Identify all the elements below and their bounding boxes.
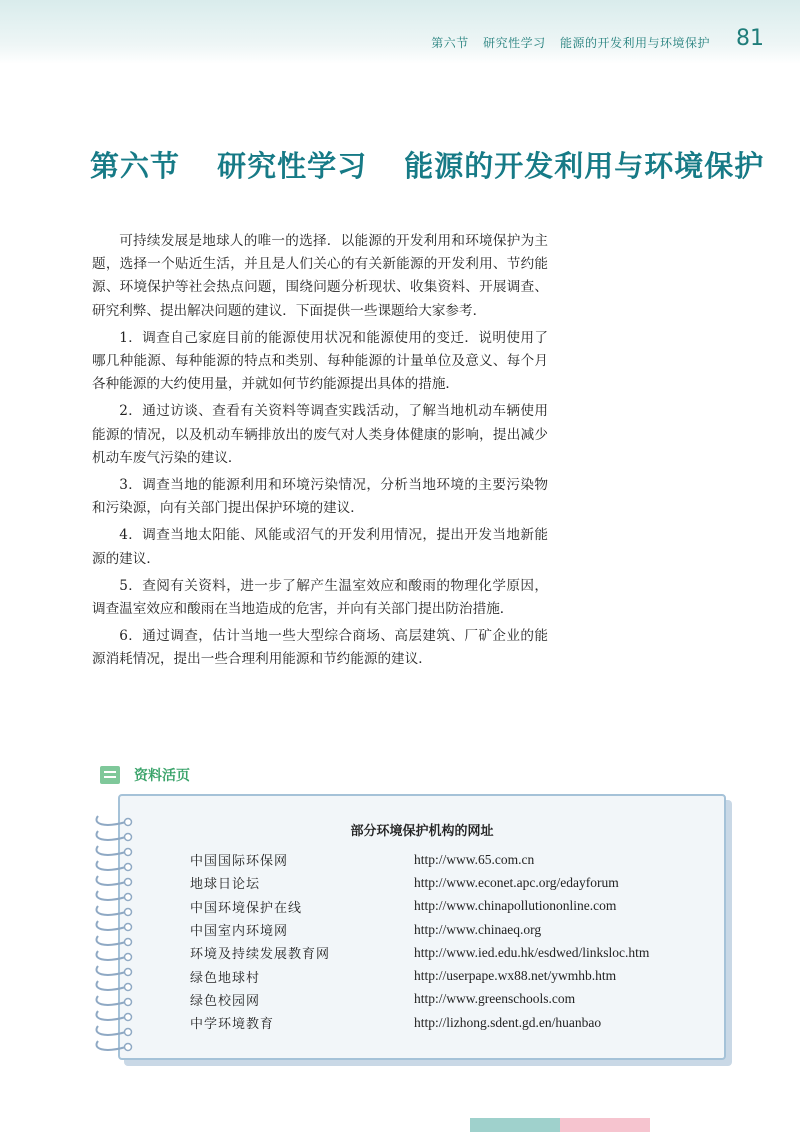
title-section: 第六节 <box>90 149 181 183</box>
list-item <box>190 1011 710 1034</box>
org-name: 中国国际环保网 <box>190 854 289 870</box>
paragraph: 2．通过访谈、查看有关资料等调查实践活动，了解当地机动车辆使用能源的情况，以及机动车辆排放出的废气对人类身体健康的影响，提出减少机动车废气污染的建议． <box>92 403 548 466</box>
org-url: http://www.greenschools.com <box>414 991 576 1007</box>
org-name: 绿色校园网 <box>190 993 261 1009</box>
org-name: 绿色地球村 <box>190 970 261 986</box>
list-item <box>190 941 710 964</box>
org-name: 环境及持续发展教育网 <box>190 947 331 963</box>
list-item <box>190 918 710 941</box>
resource-label: 资料活页 <box>134 768 190 784</box>
notebook-icon <box>100 766 120 784</box>
link-list <box>190 848 710 1034</box>
org-url: http://www.chinaeq.org <box>414 921 542 937</box>
header-section: 第六节 <box>431 36 469 50</box>
section-title <box>90 144 765 185</box>
card-title: 部分环境保护机构的网址 <box>350 824 494 839</box>
paragraph: 3．调查当地的能源利用和环境污染情况，分析当地环境的主要污染物和污染源，向有关部门提出保护环境的建议． <box>92 477 548 517</box>
body-text <box>92 230 548 676</box>
org-url: http://www.65.com.cn <box>414 851 535 867</box>
org-name: 地球日论坛 <box>190 877 261 893</box>
list-item <box>190 871 710 894</box>
header-band <box>0 0 800 64</box>
spiral-binding-icon <box>92 806 142 1056</box>
title-topic: 研究性学习 <box>217 149 368 183</box>
paragraph: 1．调查自己家庭目前的能源使用状况和能源使用的变迁．说明使用了哪几种能源、每种能源的特点和类别、每种能源的计量单位及意义、每个月各种能源的大约使用量，并就如何节约能源提出具体的措施． <box>92 329 548 393</box>
org-name: 中国室内环境网 <box>190 924 289 940</box>
list-item <box>190 988 710 1011</box>
page-number: 81 <box>736 26 764 51</box>
org-url: http://userpape.wx88.net/ywmhb.htm <box>414 968 617 984</box>
list-item <box>190 964 710 987</box>
org-url: http://www.ied.edu.hk/esdwed/linksloc.htm <box>414 944 650 960</box>
header-title: 能源的开发利用与环境保护 <box>559 36 710 50</box>
header-topic: 研究性学习 <box>483 36 546 50</box>
running-header <box>421 34 710 51</box>
org-name: 中学环境教育 <box>190 1017 275 1033</box>
footer-strip-teal <box>470 1118 560 1132</box>
footer-color-strip <box>0 1114 800 1132</box>
title-name: 能源的开发利用与环境保护 <box>404 149 765 183</box>
resource-heading <box>100 764 190 786</box>
org-name: 中国环境保护在线 <box>190 900 303 916</box>
footer-strip-pink <box>560 1118 650 1132</box>
list-item <box>190 848 710 871</box>
org-url: http://www.econet.apc.org/edayforum <box>414 874 619 890</box>
resource-card <box>118 794 726 1060</box>
paragraph: 4．调查当地太阳能、风能或沼气的开发利用情况，提出开发当地新能源的建议． <box>92 527 548 567</box>
paragraph: 6．通过调查，估计当地一些大型综合商场、高层建筑、厂矿企业的能源消耗情况，提出一些合理利用能源和节约能源的建议． <box>92 628 548 668</box>
org-url: http://lizhong.sdent.gd.en/huanbao <box>414 1014 602 1030</box>
list-item <box>190 895 710 918</box>
paragraph: 可持续发展是地球人的唯一的选择．以能源的开发利用和环境保护为主题，选择一个贴近生活，并且是人们关心的有关新能源的开发利用、节约能源、环境保护等社会热点问题，围绕问题分析现状、收集资料、开展调查、研究利弊、提出解决问题的建议．下面提供一些课题给大家参考． <box>92 233 548 319</box>
org-url: http://www.chinapollutiononline.com <box>414 898 617 914</box>
paragraph: 5．查阅有关资料，进一步了解产生温室效应和酸雨的物理化学原因，调查温室效应和酸雨在当地造成的危害，并向有关部门提出防治措施． <box>92 577 548 618</box>
